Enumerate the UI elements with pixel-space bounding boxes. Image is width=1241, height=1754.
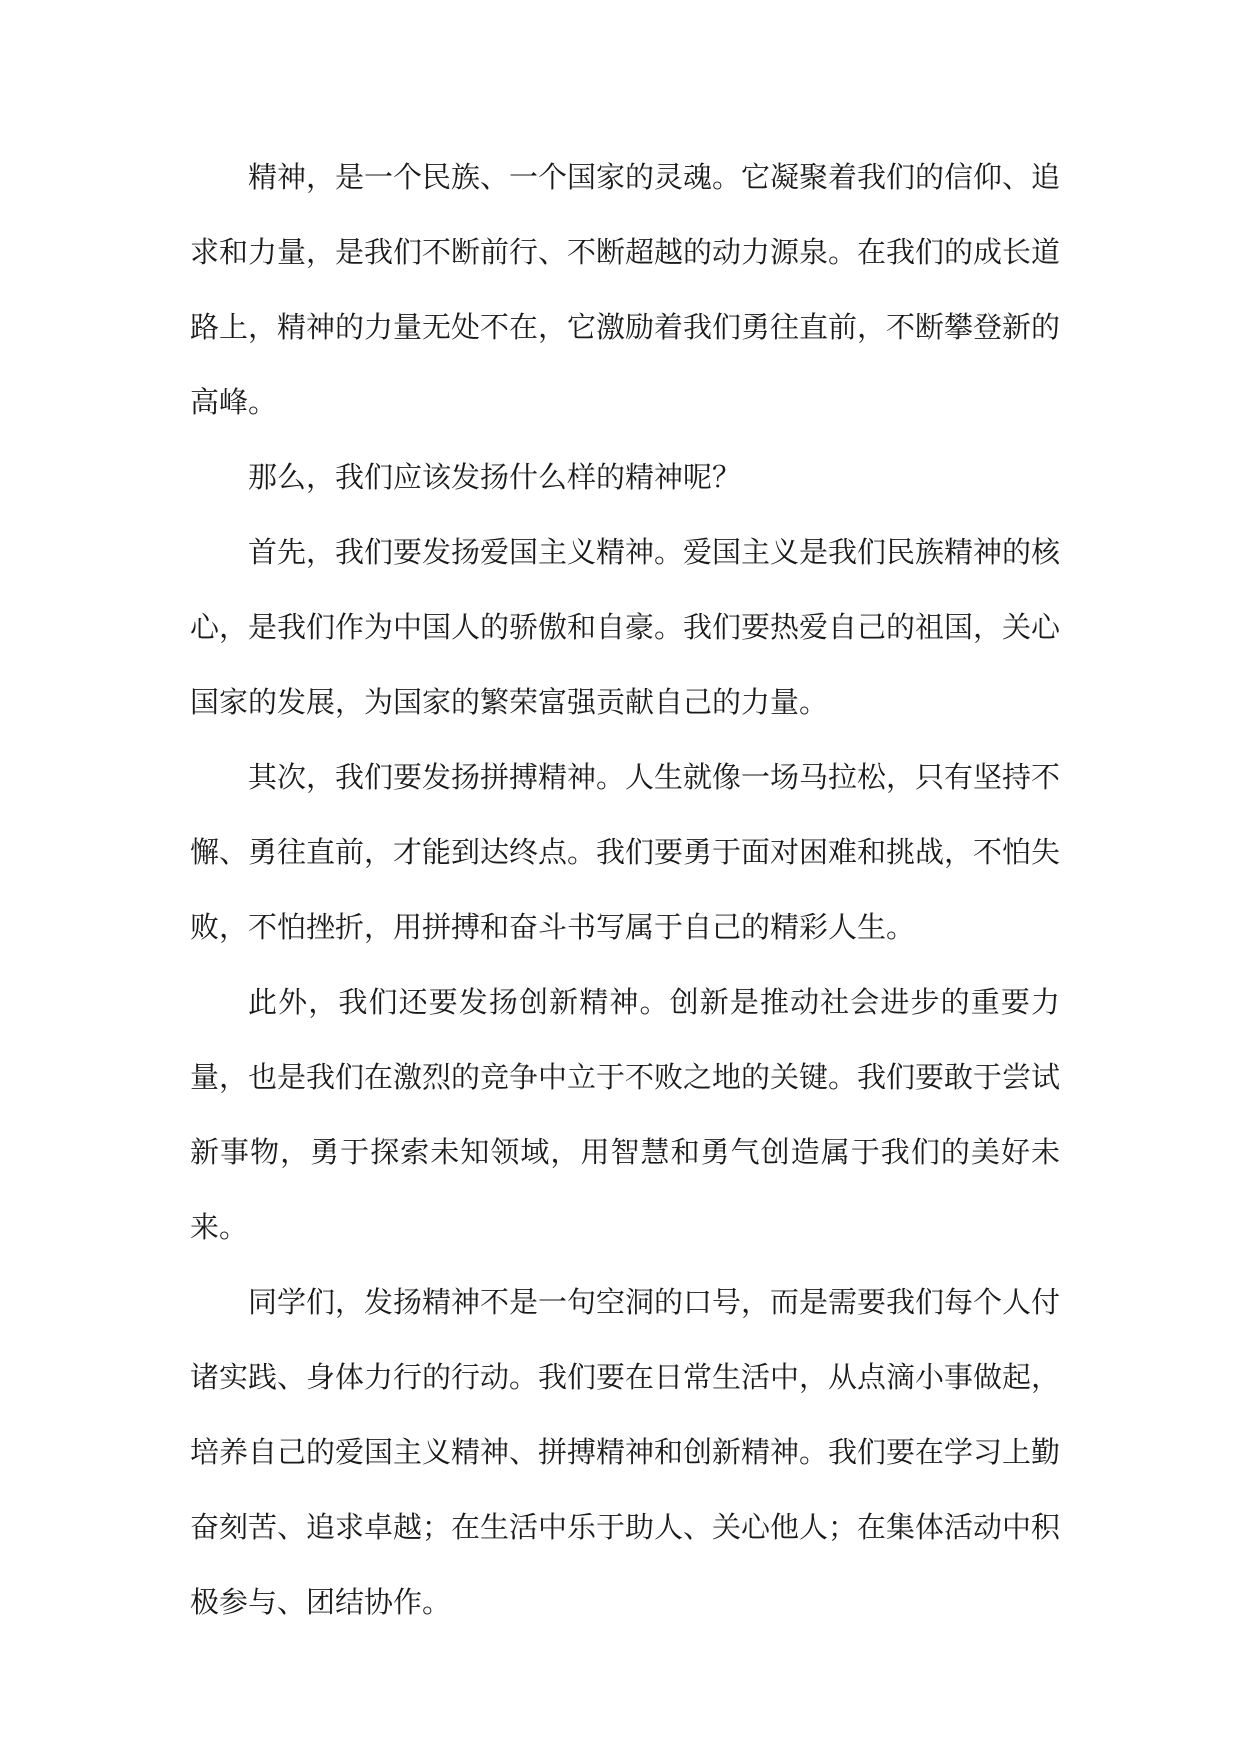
paragraph-intro: 精神，是一个民族、一个国家的灵魂。它凝聚着我们的信仰、追求和力量，是我们不断前行、不断超越的动力源泉。在我们的成长道路上，精神的力量无处不在，它激励着我们勇往直前，不断攀登新的高峰。 xyxy=(190,160,1061,419)
paragraph-conclusion: 同学们，发扬精神不是一句空洞的口号，而是需要我们每个人付诸实践、身体力行的行动。我们要在日常生活中，从点滴小事做起，培养自己的爱国主义精神、拼搏精神和创新精神。我们要在学习上勤奋刻苦、追求卓越；在生活中乐于助人、关心他人；在集体活动中积极参与、团结协作。 xyxy=(190,1285,1061,1619)
paragraph-question: 那么，我们应该发扬什么样的精神呢？ xyxy=(248,460,742,494)
document-body xyxy=(190,140,1060,1640)
paragraph-striving: 其次，我们要发扬拼搏精神。人生就像一场马拉松，只有坚持不懈、勇往直前，才能到达终点。我们要勇于面对困难和挑战，不怕失败，不怕挫折，用拼搏和奋斗书写属于自己的精彩人生。 xyxy=(190,760,1061,944)
paragraph-innovation: 此外，我们还要发扬创新精神。创新是推动社会进步的重要力量，也是我们在激烈的竞争中立于不败之地的关键。我们要敢于尝试新事物，勇于探索未知领域，用智慧和勇气创造属于我们的美好未来。 xyxy=(190,985,1061,1244)
paragraph-patriotism: 首先，我们要发扬爱国主义精神。爱国主义是我们民族精神的核心，是我们作为中国人的骄傲和自豪。我们要热爱自己的祖国，关心国家的发展，为国家的繁荣富强贡献自己的力量。 xyxy=(190,535,1061,719)
